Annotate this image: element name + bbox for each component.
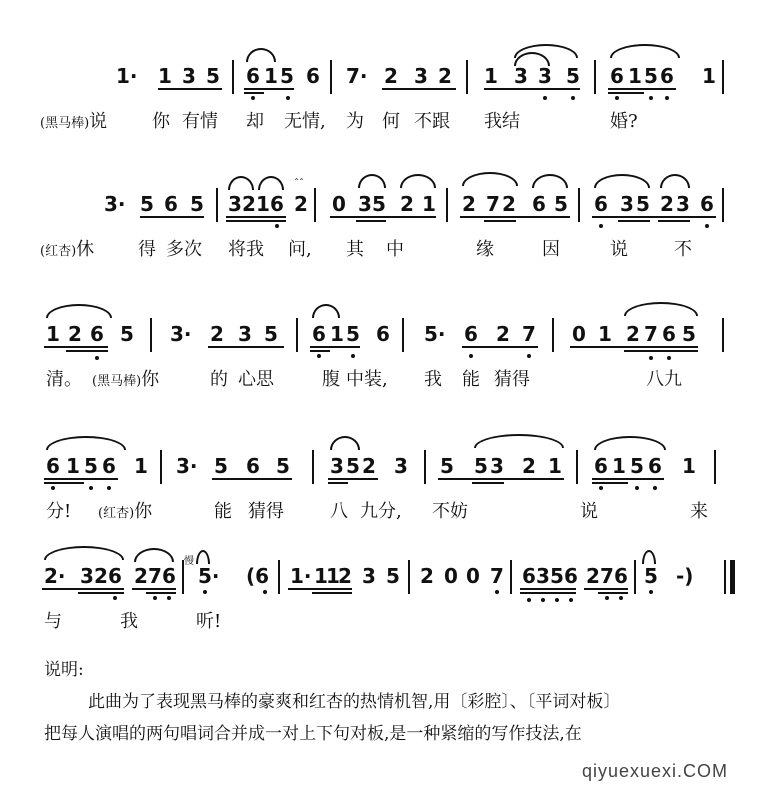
lyric: 能 xyxy=(214,501,232,522)
explanation-heading: 说明: xyxy=(44,660,84,680)
note: 7 xyxy=(490,564,504,588)
note: 2 xyxy=(462,192,476,216)
note: 6 xyxy=(594,192,608,216)
note: 2 xyxy=(362,454,376,478)
note: 5 xyxy=(264,322,278,346)
lyric-line xyxy=(0,598,760,632)
slur xyxy=(312,304,340,318)
note: 1 xyxy=(612,454,626,478)
note: 1 xyxy=(598,322,612,346)
note: 3 xyxy=(182,64,196,88)
note: 5 xyxy=(440,454,454,478)
beam-line xyxy=(618,220,650,222)
notation-line xyxy=(0,430,760,490)
lyric: 与 xyxy=(44,611,62,632)
note: 1 xyxy=(326,564,340,588)
beam-line xyxy=(570,346,698,348)
note: 1 xyxy=(628,64,642,88)
beam-line xyxy=(484,88,580,90)
note: 2 xyxy=(586,564,600,588)
score-system-2 xyxy=(0,168,760,298)
lyric: 我结 xyxy=(484,111,520,132)
note: 2 xyxy=(338,564,352,588)
note: 5 xyxy=(474,454,488,478)
note: 6 xyxy=(312,322,326,346)
trill-mark: ˆˆ xyxy=(294,178,304,189)
note: 3 xyxy=(238,322,252,346)
lyric: 不 xyxy=(674,239,692,260)
lyric: 有情 xyxy=(182,111,218,132)
bar-line xyxy=(160,450,162,484)
note: 2 xyxy=(242,192,256,216)
beam-line xyxy=(608,88,676,90)
note: 5 xyxy=(644,64,658,88)
bar-line xyxy=(722,318,724,352)
note: 5 xyxy=(682,322,696,346)
lyric: 清。 xyxy=(46,369,82,390)
lyric: 其 xyxy=(346,239,364,260)
lyric: 中 xyxy=(386,239,404,260)
score-system-3 xyxy=(0,298,760,428)
note: 6 xyxy=(532,192,546,216)
slur xyxy=(610,44,680,58)
note: 0 xyxy=(444,564,458,588)
beam-line xyxy=(208,346,284,348)
note: 2 xyxy=(660,192,674,216)
note: 2 xyxy=(94,564,108,588)
lyric: 猜得 xyxy=(248,501,284,522)
bar-line xyxy=(216,188,218,222)
note: 6 xyxy=(700,192,714,216)
lyric: 将我 xyxy=(228,239,264,260)
bar-line xyxy=(594,60,596,94)
slur xyxy=(358,174,386,188)
beam-line xyxy=(658,220,690,222)
note: 5 xyxy=(346,322,360,346)
note: 5 xyxy=(554,192,568,216)
note: 7 xyxy=(522,322,536,346)
slur xyxy=(44,546,124,560)
lyric-line xyxy=(0,356,760,390)
beam-line xyxy=(226,220,286,222)
note: 6 xyxy=(246,64,260,88)
bar-line xyxy=(576,450,578,484)
note: 1 xyxy=(46,322,60,346)
note: 3 xyxy=(228,192,242,216)
slur xyxy=(532,174,568,188)
note: 6 xyxy=(594,454,608,478)
note: 3 xyxy=(514,64,528,88)
octave-dot xyxy=(263,590,267,594)
note: 3 xyxy=(414,64,428,88)
slur xyxy=(46,436,126,450)
lyric: 腹 xyxy=(322,369,340,390)
note: 1 xyxy=(484,64,498,88)
octave-dot xyxy=(495,590,499,594)
bar-line xyxy=(578,188,580,222)
bar-line xyxy=(314,188,316,222)
note: 1 xyxy=(422,192,436,216)
note: 1· xyxy=(290,564,312,588)
slur xyxy=(624,302,698,316)
slur xyxy=(46,304,112,318)
beam-line xyxy=(598,592,628,594)
slur xyxy=(134,548,174,562)
slur xyxy=(196,550,210,564)
beam-line xyxy=(330,216,436,218)
note: 6 xyxy=(108,564,122,588)
note: 1· xyxy=(116,64,138,88)
note: 0 xyxy=(572,322,586,346)
beam-line xyxy=(328,478,378,480)
note: 2· xyxy=(44,564,66,588)
beam-line xyxy=(44,346,108,348)
lyric: 猜得 xyxy=(494,369,530,390)
note: 5 xyxy=(644,564,658,588)
bar-line xyxy=(634,560,636,594)
beam-line xyxy=(310,350,330,352)
note: 2 xyxy=(496,322,510,346)
slur xyxy=(228,176,254,190)
beam-line xyxy=(140,216,204,218)
note: 6 xyxy=(164,192,178,216)
lyric: 因 xyxy=(542,239,560,260)
beam-line xyxy=(328,482,348,484)
note: 5 xyxy=(120,322,134,346)
bar-line xyxy=(232,60,234,94)
note: 3· xyxy=(176,454,198,478)
bar-line xyxy=(446,188,448,222)
beam-line xyxy=(244,88,294,90)
note: 3 xyxy=(538,64,552,88)
bar-line xyxy=(714,450,716,484)
note: 6 xyxy=(270,192,284,216)
beam-line xyxy=(472,482,504,484)
note: 5 xyxy=(140,192,154,216)
note: 6 xyxy=(246,454,260,478)
note: 5· xyxy=(198,564,220,588)
note: 5 xyxy=(190,192,204,216)
bar-line xyxy=(278,560,280,594)
note: 3 xyxy=(394,454,408,478)
note: 6 xyxy=(46,454,60,478)
note: 2 xyxy=(522,454,536,478)
beam-line xyxy=(592,216,716,218)
notation-line xyxy=(0,40,760,100)
slur xyxy=(660,174,690,188)
slur xyxy=(642,550,656,564)
note: 7· xyxy=(346,64,368,88)
lyric: 你 xyxy=(152,111,170,132)
bar-line xyxy=(722,60,724,94)
bar-line xyxy=(510,560,512,594)
note: 2 xyxy=(420,564,434,588)
bar-line xyxy=(552,318,554,352)
note: 7 xyxy=(148,564,162,588)
lyric: (黑马棒)说 xyxy=(40,111,108,132)
beam-line xyxy=(592,482,628,484)
beam-line xyxy=(438,478,564,480)
note: 2 xyxy=(134,564,148,588)
explanation-line: 把每人演唱的两句唱词合并成一对上下句对板,是一种紧缩的写作技法,在 xyxy=(44,724,582,744)
beam-line xyxy=(226,216,286,218)
notation-line xyxy=(0,540,760,600)
note: 6 xyxy=(662,322,676,346)
note: 2 xyxy=(294,192,308,216)
slur xyxy=(246,48,276,62)
lyric-line xyxy=(0,98,760,132)
note: 1 xyxy=(66,454,80,478)
lyric: 问, xyxy=(288,239,312,260)
bar-line xyxy=(466,60,468,94)
note: 2 xyxy=(68,322,82,346)
note: 6 xyxy=(522,564,536,588)
beam-line xyxy=(356,220,386,222)
lyric: 不跟 xyxy=(414,111,450,132)
note: 3 xyxy=(490,454,504,478)
lyric: 来 xyxy=(690,501,708,522)
bar-line xyxy=(150,318,152,352)
lyric: 心思 xyxy=(238,369,274,390)
note: 3· xyxy=(104,192,126,216)
lyric: 八 xyxy=(330,501,348,522)
bar-line xyxy=(724,560,726,594)
octave-dot xyxy=(203,590,207,594)
lyric: 八九 xyxy=(646,369,682,390)
lyric: 能 xyxy=(462,369,480,390)
bar-line xyxy=(296,318,298,352)
bar-line xyxy=(330,60,332,94)
note: 6 xyxy=(306,64,320,88)
note: 3 xyxy=(536,564,550,588)
note: 2 xyxy=(384,64,398,88)
note: 2 xyxy=(502,192,516,216)
note: 5 xyxy=(346,454,360,478)
lyric: (黑马棒)你 xyxy=(92,369,160,390)
lyric: 却 xyxy=(246,111,264,132)
beam-line xyxy=(158,88,222,90)
note: 1 xyxy=(682,454,696,478)
note: 6 xyxy=(90,322,104,346)
slur xyxy=(400,174,436,188)
note: 5 xyxy=(372,192,386,216)
explanation-line: 此曲为了表现黑马棒的豪爽和红杏的热情机智,用〔彩腔〕、〔平词对板〕 xyxy=(88,692,621,712)
lyric: 缘 xyxy=(476,239,494,260)
beam-line xyxy=(42,588,124,590)
slur xyxy=(462,172,518,186)
beam-line xyxy=(66,350,108,352)
bar-line xyxy=(722,188,724,222)
note: 6 xyxy=(564,564,578,588)
lyric: 多次 xyxy=(166,239,202,260)
beam-line xyxy=(312,592,352,594)
note: 0 xyxy=(332,192,346,216)
beam-line xyxy=(608,92,644,94)
lyric: 不妨 xyxy=(432,501,468,522)
note: 0 xyxy=(466,564,480,588)
note: 1 xyxy=(264,64,278,88)
note: 5 xyxy=(550,564,564,588)
slur xyxy=(474,434,564,448)
note: 5 xyxy=(276,454,290,478)
note: 6 xyxy=(162,564,176,588)
lyric: 分! xyxy=(46,501,72,522)
beam-line xyxy=(44,478,118,480)
lyric: 听! xyxy=(196,611,222,632)
slur xyxy=(258,176,284,190)
note: 5· xyxy=(424,322,446,346)
note: 1 xyxy=(548,454,562,478)
beam-line xyxy=(462,346,538,348)
lyric: 为 xyxy=(346,111,364,132)
bar-line xyxy=(402,318,404,352)
note: 6 xyxy=(610,64,624,88)
note: 2 xyxy=(400,192,414,216)
beam-line xyxy=(592,478,664,480)
note: 6 xyxy=(648,454,662,478)
note: 1 xyxy=(702,64,716,88)
beam-line xyxy=(146,592,176,594)
note: 1 xyxy=(158,64,172,88)
beam-line xyxy=(584,588,628,590)
lyric: 中装, xyxy=(346,369,388,390)
slur xyxy=(594,436,666,450)
note: 1 xyxy=(134,454,148,478)
note: 2 xyxy=(210,322,224,346)
lyric: 无情, xyxy=(284,111,326,132)
lyric: 婚? xyxy=(610,111,638,132)
note: 2 xyxy=(626,322,640,346)
lyric-line xyxy=(0,226,760,260)
octave-dot xyxy=(649,590,653,594)
note: 3 xyxy=(362,564,376,588)
lyric: 我 xyxy=(424,369,442,390)
lyric: 说 xyxy=(580,501,598,522)
beam-line xyxy=(244,92,264,94)
beam-line xyxy=(288,588,352,590)
bar-line xyxy=(424,450,426,484)
note: 3 xyxy=(80,564,94,588)
note: 6 xyxy=(102,454,116,478)
bar-line xyxy=(408,560,410,594)
beam-line xyxy=(460,216,570,218)
note: 1 xyxy=(314,564,328,588)
note: 5 xyxy=(84,454,98,478)
note: 3 xyxy=(620,192,634,216)
tempo-mark: 慢 xyxy=(184,556,194,567)
notation-line xyxy=(0,298,760,358)
beam-line xyxy=(624,350,698,352)
note: 5 xyxy=(630,454,644,478)
beam-line xyxy=(44,482,84,484)
beam-line xyxy=(520,588,576,590)
lyric: (红杏)你 xyxy=(98,501,153,522)
note: 3 xyxy=(330,454,344,478)
bar-line xyxy=(312,450,314,484)
note: 7 xyxy=(644,322,658,346)
note: 3 xyxy=(358,192,372,216)
note: 6 xyxy=(614,564,628,588)
note: 3 xyxy=(676,192,690,216)
notation-line xyxy=(0,168,760,228)
note: 1 xyxy=(256,192,270,216)
note: 7 xyxy=(600,564,614,588)
lyric: 的 xyxy=(210,369,228,390)
watermark: qiyuexuexi.COM xyxy=(581,761,728,781)
note: 6 xyxy=(464,322,478,346)
note: 6 xyxy=(660,64,674,88)
lyric-line xyxy=(0,488,760,522)
slur xyxy=(594,174,650,188)
beam-line xyxy=(78,592,124,594)
beam-line xyxy=(382,88,456,90)
beam-line xyxy=(484,220,516,222)
note: -) xyxy=(676,564,694,588)
slur xyxy=(330,436,360,450)
note: 5 xyxy=(214,454,228,478)
beam-line xyxy=(212,478,292,480)
lyric: 何 xyxy=(382,111,400,132)
note: 5 xyxy=(566,64,580,88)
lyric: 我 xyxy=(120,611,138,632)
beam-line xyxy=(520,592,576,594)
score-system-1 xyxy=(0,40,760,170)
beam-line xyxy=(132,588,176,590)
note: (6 xyxy=(246,564,270,588)
note: 5 xyxy=(386,564,400,588)
beam-line xyxy=(310,346,360,348)
note: 7 xyxy=(486,192,500,216)
lyric: 九分, xyxy=(360,501,402,522)
note: 6 xyxy=(376,322,390,346)
note: 3· xyxy=(170,322,192,346)
note: 2 xyxy=(438,64,452,88)
final-bar-line xyxy=(730,560,735,594)
lyric: 说 xyxy=(610,239,628,260)
note: 5 xyxy=(280,64,294,88)
note: 1 xyxy=(330,322,344,346)
lyric: 得 xyxy=(138,239,156,260)
score-system-5 xyxy=(0,540,760,670)
lyric: (红杏)休 xyxy=(40,239,95,260)
note: 5 xyxy=(206,64,220,88)
note: 5 xyxy=(636,192,650,216)
